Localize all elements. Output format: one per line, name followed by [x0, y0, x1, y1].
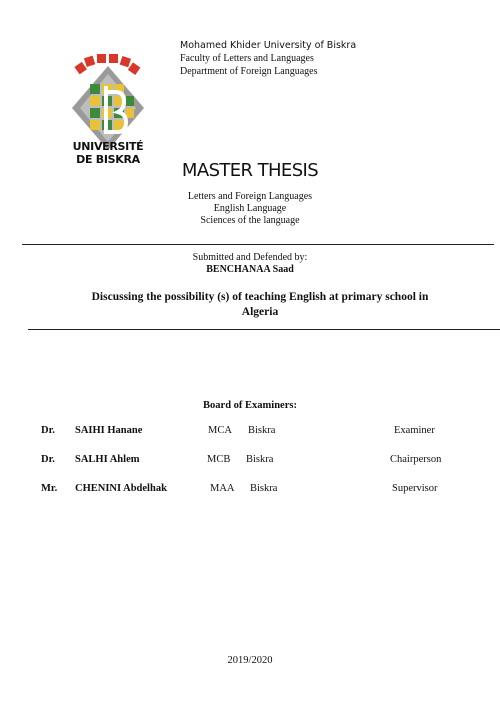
university-name: Mohamed Khider University of Biskra: [180, 40, 357, 51]
document-title: MASTER THESIS: [181, 160, 319, 181]
divider-bottom: [28, 329, 500, 330]
faculty-name: Faculty of Letters and Languages: [180, 53, 314, 64]
member-role: Examiner: [394, 425, 435, 436]
member-role: Supervisor: [392, 483, 438, 494]
member-title: Mr.: [41, 483, 58, 494]
thesis-title-line1: Discussing the possibility (s) of teaching English at primary school in: [91, 291, 429, 303]
divider-top: [22, 244, 494, 245]
member-role: Chairperson: [390, 454, 442, 465]
logo-text-line1: UNIVERSITÉ: [72, 140, 144, 153]
field-speciality: Sciences of the language: [200, 215, 300, 226]
member-grade: MCB: [207, 454, 231, 465]
department-name: Department of Foreign Languages: [180, 66, 318, 77]
member-grade: MAA: [210, 483, 235, 494]
member-name: SALHI Ahlem: [75, 454, 140, 465]
member-place: Biskra: [250, 483, 278, 494]
member-title: Dr.: [41, 454, 55, 465]
member-place: Biskra: [246, 454, 274, 465]
field-domain: Letters and Foreign Languages: [187, 191, 313, 202]
author-name: BENCHANAA Saad: [206, 264, 294, 275]
thesis-title-line2: Algeria: [241, 306, 279, 318]
member-title: Dr.: [41, 425, 55, 436]
member-grade: MCA: [208, 425, 232, 436]
board-member-row: [0, 425, 500, 439]
member-name: SAIHI Hanane: [75, 425, 143, 436]
academic-year: 2019/2020: [227, 655, 273, 666]
logo-text-line2: DE BISKRA: [76, 153, 140, 166]
member-place: Biskra: [248, 425, 276, 436]
thesis-title: [60, 290, 460, 320]
submission-label: Submitted and Defended by:: [192, 252, 308, 263]
board-title: Board of Examiners:: [203, 400, 297, 411]
member-name: CHENINI Abdelhak: [75, 483, 167, 494]
board-member-row: [0, 483, 500, 497]
board-member-row: [0, 454, 500, 468]
field-branch: English Language: [213, 203, 287, 214]
